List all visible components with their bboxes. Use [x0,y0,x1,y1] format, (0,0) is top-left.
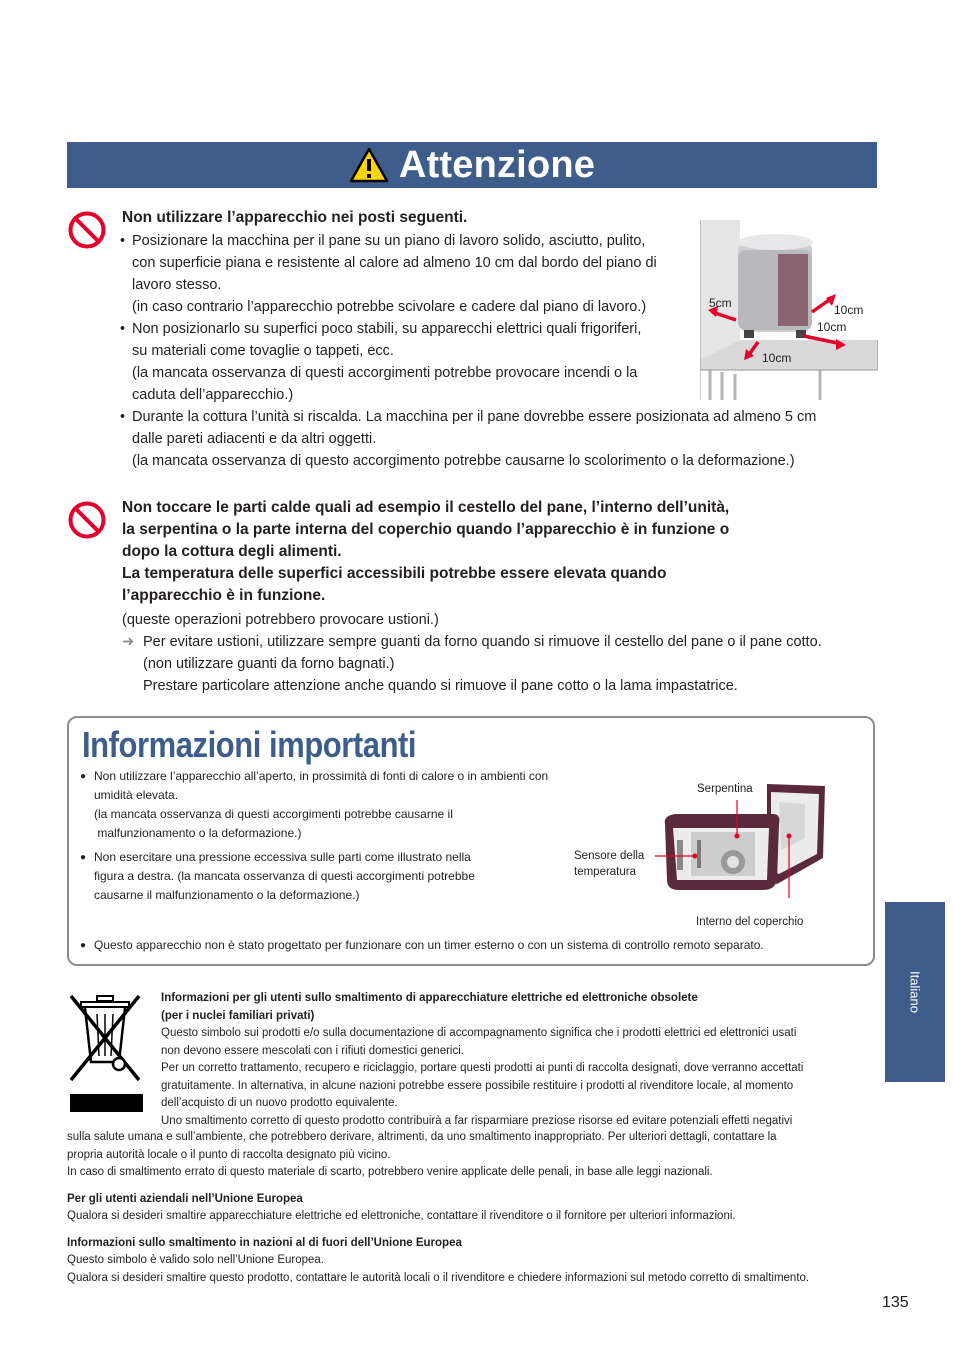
label-lid: Interno del coperchio [696,916,804,928]
business-heading: Per gli utenti aziendali nell’Unione Europea [67,1192,303,1205]
section2-body [122,609,882,697]
section2-heading [122,497,882,607]
language-tab-label: Italiano [907,971,923,1013]
info-bullet-line: umidità elevata. [94,788,179,802]
label-5cm: 5cm [709,296,732,310]
info-title: Informazioni importanti [82,724,417,765]
arrow-item [122,631,882,653]
heading-line: l’apparecchio è in funzione. [122,587,326,604]
bullet-3-line: dalle pareti adiacenti e da altri oggetti. [132,431,377,447]
info-bullet-line: (la mancata osservanza di questi accorgimenti potrebbe causarne il [94,807,453,821]
bullet-3-line: (la mancata osservanza di questo accorgimento potrebbe causarne lo scolorimento o la deformazione.) [132,453,795,469]
info-bullet-3: ● Questo apparecchio non è stato progettato per funzionare con un timer esterno o con un sistema di controllo remoto separato. [80,938,764,952]
outside-line: Qualora si desideri smaltire questo prodotto, contattare le autorità locali o il rivenditore e chiedere informazioni sul metodo corretto di smaltimento. [67,1271,810,1284]
arrow-line: Per evitare ustioni, utilizzare sempre guanti da forno quando si rimuove il cestello del pane o il pane cotto. [143,634,822,650]
info-bullet-line: malfunzionamento o la deformazione.) [94,826,302,840]
prohibition-icon [67,500,107,540]
label-10cm-b: 10cm [817,320,847,334]
attention-banner [67,142,877,188]
info-bullets [80,767,580,905]
disposal-line: non devono essere mescolati con i rifiuti domestici generici. [161,1044,464,1057]
disposal-line: In caso di smaltimento errato di questo materiale di scarto, potrebbero venire applicate delle penali, in base alle leggi nazionali. [67,1166,713,1178]
heading-line: La temperatura delle superfici accessibili potrebbe essere elevata quando [122,565,667,582]
disposal-heading: Informazioni per gli utenti sullo smaltimento di apparecchiature elettriche ed elettroniche obsolete [161,992,698,1004]
page-number: 135 [882,1294,909,1311]
bullet-1: • Posizionare la macchina per il pane su un piano di lavoro solido, asciutto, pulito, [120,233,646,249]
attention-title: Attenzione [398,143,596,186]
language-tab [885,902,945,1082]
disposal-line: gratuitamente. In alternativa, in alcune nazioni potrebbe essere possibile restituire i prodotti al rivenditore locale, al momento [161,1079,794,1092]
bullet-1-line: (in caso contrario l’apparecchio potrebbe scivolare e cadere dal piano di lavoro.) [132,299,647,315]
disposal-line: propria autorità locale o il punto di raccolta designato più vicino. [67,1148,391,1161]
label-sensor [574,848,644,880]
bullet-2-line: (la mancata osservanza di questi accorgimenti potrebbe provocare incendi o la [132,365,638,381]
section2-note: (queste operazioni potrebbero provocare ustioni.) [122,612,439,628]
label-10cm-c: 10cm [762,351,792,365]
business-text: Qualora si desideri smaltire apparecchiature elettriche ed elettroniche, contattare il rivenditore o il fornitore per ulteriori informazioni. [67,1210,736,1222]
heading-line: dopo la cottura degli alimenti. [122,543,342,560]
bullet-2-line: caduta dell’apparecchio.) [132,387,294,403]
warning-triangle-icon [349,147,389,183]
arrow-line: Prestare particolare attenzione anche quando si rimuove il pane cotto o la lama impastatrice. [143,678,738,694]
label-heater: Serpentina [697,783,753,795]
bullet-2: • Non posizionarlo su superfici poco stabili, su apparecchi elettrici quali frigoriferi, [120,321,642,337]
disposal-line: Uno smaltimento corretto di questo prodotto contribuirà a far risparmiare preziose risorse ed evitare potenziali effetti negativi [161,1114,793,1127]
info-bullet-2: ● Non esercitare una pressione eccessiva sulle parti come illustrato nella [80,850,471,864]
bullet-3: • Durante la cottura l’unità si riscalda. La macchina per il pane dovrebbe essere posizionata ad almeno 5 cm [120,409,817,425]
prohibition-icon [67,210,107,250]
disposal-full [67,1129,882,1287]
disposal-line: Questo simbolo sui prodotti e/o sulla documentazione di accompagnamento significa che i prodotti elettrici ed elettronici usati [161,1027,797,1039]
disposal-top [161,990,881,1130]
label-10cm-a: 10cm [834,303,864,317]
disposal-line: dell’acquisto di un nuovo prodotto equivalente. [161,1097,398,1109]
disposal-line: sulla salute umana e sull’ambiente, che potrebbero derivare, altrimenti, da uno smaltimento inappropriato. Per ulteriori dettagli, contattare la [67,1131,777,1143]
disposal-heading: (per i nuclei familiari privati) [161,1009,315,1022]
arrow-line: (non utilizzare guanti da forno bagnati.) [143,656,395,672]
bullet-1-line: con superficie piana e resistente al calore ad almeno 10 cm dal bordo del piano di [132,255,657,271]
section1-heading: Non utilizzare l’apparecchio nei posti seguenti. [122,209,468,226]
bullet-2-line: su materiali come tovaglie o tappeti, ecc. [132,343,394,359]
placement-illustration [700,220,878,400]
info-bullet-1: ● Non utilizzare l’apparecchio all’aperto, in prossimità di fonti di calore o in ambienti con [80,769,549,783]
bread-maker-open-illustration [655,780,835,900]
label-sensor-line: temperatura [574,866,637,878]
bullet-1-line: lavoro stesso. [132,277,222,293]
arrow-right-icon: ➜ [122,634,135,650]
info-bullet-line: figura a destra. (la mancata osservanza di questi accorgimenti potrebbe [94,869,475,883]
heading-line: Non toccare le parti calde quali ad esempio il cestello del pane, l’interno dell’unità, [122,499,730,516]
label-sensor-line: Sensore della [574,850,645,862]
heading-line: la serpentina o la parte interna del coperchio quando l’apparecchio è in funzione o [122,521,730,538]
outside-heading: Informazioni sullo smaltimento in nazioni al di fuori dell’Unione Europea [67,1236,462,1249]
disposal-line: Per un corretto trattamento, recupero e riciclaggio, portare questi prodotti ai punti di raccolta designati, dove verranno accettati [161,1062,804,1074]
weee-bin-icon [67,990,143,1112]
outside-line: Questo simbolo è valido solo nell’Unione Europea. [67,1254,324,1266]
info-bullet-line: causarne il malfunzionamento o la deformazione.) [94,888,360,902]
